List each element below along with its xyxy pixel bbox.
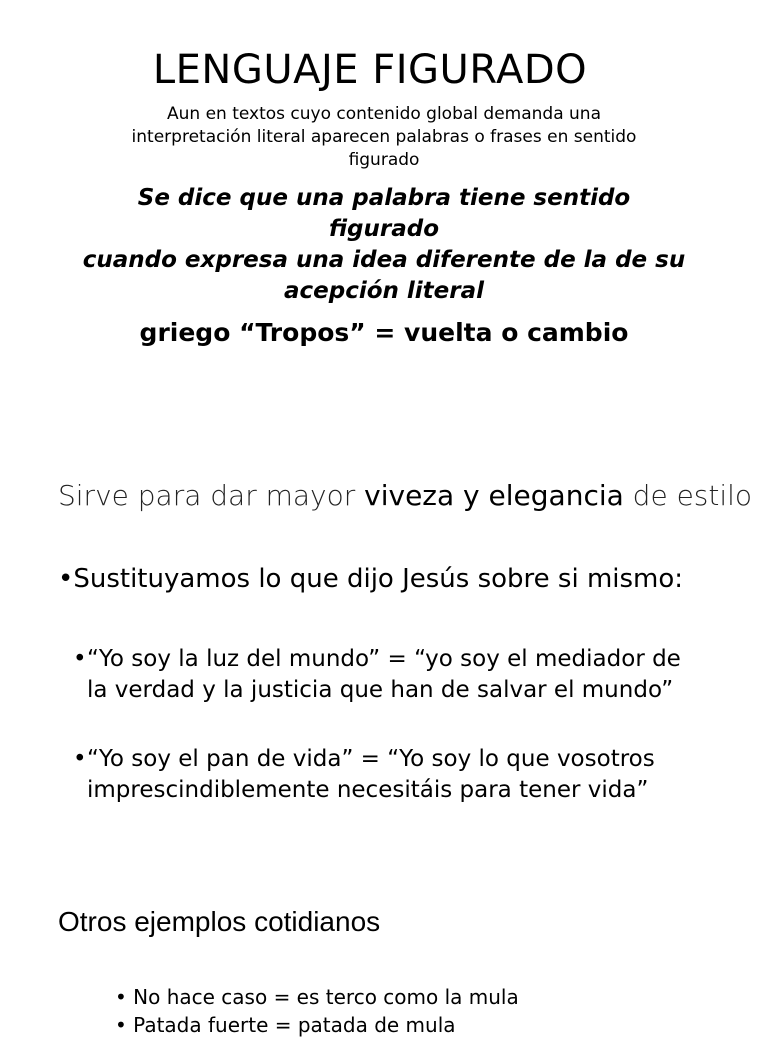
example-item xyxy=(115,1011,715,1039)
intro-line: Aun en textos cuyo contenido global demanda una xyxy=(167,104,601,124)
definition-paragraph xyxy=(80,183,688,307)
bullet-marker: • xyxy=(58,564,74,594)
main-bullet xyxy=(58,561,758,597)
intro-paragraph xyxy=(100,103,668,172)
purpose-text-after: de estilo xyxy=(623,479,753,512)
intro-line: figurado xyxy=(348,150,420,170)
definition-line: Se dice que una palabra tiene sentido figurado xyxy=(137,185,631,242)
example-item xyxy=(115,983,715,1011)
page-title: LENGUAJE FIGURADO xyxy=(152,47,588,93)
sub-bullet-text: “Yo soy la luz del mundo” = “yo soy el mediador de xyxy=(87,646,681,672)
example-text: Patada fuerte = patada de mula xyxy=(133,1013,456,1037)
etymology-line: griego “Tropos” = vuelta o cambio xyxy=(139,318,629,347)
purpose-line xyxy=(58,476,758,516)
sub-bullet-text: “Yo soy el pan de vida” = “Yo soy lo que vosotros xyxy=(87,746,655,772)
bullet-marker: • xyxy=(115,985,127,1009)
sub-bullet-line: imprescindiblemente necesitáis para tener vida” xyxy=(87,777,649,803)
purpose-emphasis: viveza y elegancia xyxy=(364,479,624,512)
purpose-text-before: Sirve para dar mayor xyxy=(58,479,365,512)
examples-heading: Otros ejemplos cotidianos xyxy=(58,906,381,937)
intro-line: interpretación literal aparecen palabras o frases en sentido xyxy=(131,127,637,147)
bullet-marker: • xyxy=(115,1013,127,1037)
definition-line: cuando expresa una idea diferente de la de su xyxy=(82,247,686,273)
sub-bullet xyxy=(73,744,741,806)
example-text: No hace caso = es terco como la mula xyxy=(133,985,519,1009)
main-bullet-text: Sustituyamos lo que dijo Jesús sobre si mismo: xyxy=(73,564,684,594)
sub-bullet-line: •“Yo soy el pan de vida” = “Yo soy lo que vosotros xyxy=(73,746,655,772)
definition-line: acepción literal xyxy=(283,278,485,304)
sub-bullet-line: la verdad y la justicia que han de salvar el mundo” xyxy=(87,677,674,703)
sub-bullet-line: •“Yo soy la luz del mundo” = “yo soy el mediador de xyxy=(73,646,681,672)
sub-bullet xyxy=(73,644,741,706)
